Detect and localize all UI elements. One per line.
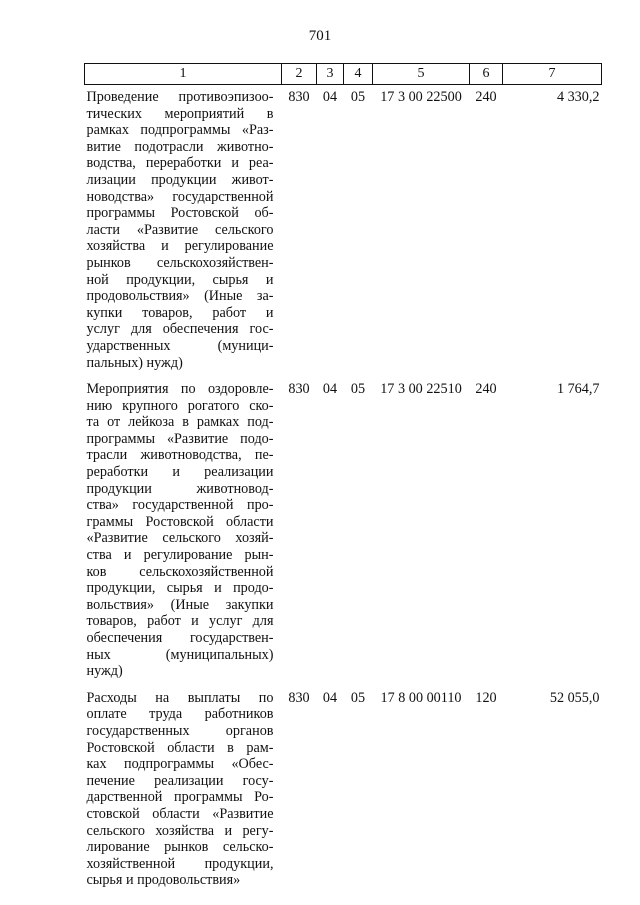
expense-type-code: 240 xyxy=(475,381,497,398)
description-line: Расходы на выплаты по xyxy=(86,689,274,706)
description-line: хозяйства и регулирование xyxy=(86,238,274,255)
description-line: государственных органов xyxy=(86,722,274,739)
description-line: новодства» государственной xyxy=(86,188,274,205)
description-line: программы «Развитие подо- xyxy=(86,430,274,447)
description-line: ков сельскохозяйственной xyxy=(86,563,274,580)
expense-type-code: 120 xyxy=(475,689,497,706)
description-line: программы Ростовской об- xyxy=(86,205,274,222)
subsection-code: 05 xyxy=(350,89,366,105)
description-line: ных (муниципальных) xyxy=(86,646,274,663)
description-line: водства, переработки и реа- xyxy=(86,155,274,172)
description-line: ства» государственной про- xyxy=(86,497,274,514)
description-line: ударственных (муници- xyxy=(86,337,274,354)
description-line: продукции животновод- xyxy=(86,480,274,497)
row-description xyxy=(85,85,282,372)
table-header-row xyxy=(85,64,602,85)
ministry-code: 830 xyxy=(288,89,310,105)
description-line: ной продукции, сырья и xyxy=(86,271,274,288)
target-article-code: 17 3 00 22510 xyxy=(380,381,462,398)
description-line: обеспечения государствен- xyxy=(86,630,274,646)
amount-value: 1 764,7 xyxy=(556,381,600,398)
table-row xyxy=(85,371,602,680)
row-description xyxy=(85,371,282,680)
description-line: вольствия» (Иные закупки xyxy=(86,596,274,613)
target-article-code: 17 3 00 22500 xyxy=(380,89,462,105)
description-line: лизации продукции живот- xyxy=(86,171,274,188)
description-line: нию крупного рогатого ско- xyxy=(86,397,274,414)
section-code: 04 xyxy=(322,689,338,706)
description-line: та от лейкоза в рамках под- xyxy=(86,414,274,431)
description-line: оплате труда работников xyxy=(86,706,274,723)
column-header: 3 xyxy=(317,64,344,85)
description-line: витие подотрасли животно- xyxy=(86,138,274,155)
description-line: ства и регулирование рын- xyxy=(86,547,274,564)
amount-value: 52 055,0 xyxy=(549,689,600,706)
description-line: печение реализации госу- xyxy=(86,772,274,789)
description-line: продукции, сырья и продо- xyxy=(86,580,274,597)
column-header: 4 xyxy=(344,64,373,85)
description-line: лирование рынков сельско- xyxy=(86,839,274,856)
description-line: хозяйственной продукции, xyxy=(86,855,274,872)
column-header: 7 xyxy=(503,64,602,85)
description-line: рынков сельскохозяйствен- xyxy=(86,254,274,271)
description-line: реработки и реализации xyxy=(86,464,274,481)
description-line: ках подпрограммы «Обес- xyxy=(86,756,274,773)
target-article-code: 17 8 00 00110 xyxy=(380,689,462,706)
description-line: тических мероприятий в xyxy=(86,105,274,122)
subsection-code: 05 xyxy=(350,689,366,706)
page-number: 701 xyxy=(308,28,332,44)
budget-table xyxy=(84,63,602,889)
ministry-code: 830 xyxy=(288,381,310,398)
description-line: трасли животноводства, пе- xyxy=(86,447,274,464)
amount-value: 4 330,2 xyxy=(556,89,600,105)
column-header: 6 xyxy=(470,64,503,85)
description-line: «Развитие сельского хозяй- xyxy=(86,530,274,547)
description-line: продовольствия» (Иные за- xyxy=(86,288,274,305)
section-code: 04 xyxy=(322,381,338,398)
column-header: 1 xyxy=(85,64,282,85)
row-description xyxy=(85,680,282,889)
column-header: 5 xyxy=(373,64,470,85)
column-header: 2 xyxy=(282,64,317,85)
description-line: граммы Ростовской области xyxy=(86,513,274,530)
description-line: Мероприятия по оздоровле- xyxy=(86,381,274,398)
description-line: услуг для обеспечения гос- xyxy=(86,321,274,338)
description-line: сырья и продовольствия» xyxy=(86,872,241,889)
description-line: нужд) xyxy=(86,663,123,680)
table-row xyxy=(85,85,602,372)
description-line: Ростовской области в рам- xyxy=(86,739,274,756)
description-line: купки товаров, работ и xyxy=(86,304,274,321)
table-row xyxy=(85,680,602,889)
description-line: рамках подпрограммы «Раз- xyxy=(86,122,274,139)
description-line: стовской области «Развитие xyxy=(86,805,274,822)
expense-type-code: 240 xyxy=(475,89,497,105)
ministry-code: 830 xyxy=(288,689,310,706)
description-line: сельского хозяйства и регу- xyxy=(86,822,274,839)
description-line: пальных) нужд) xyxy=(86,354,183,371)
description-line: ласти «Развитие сельского xyxy=(86,221,274,238)
section-code: 04 xyxy=(322,89,338,105)
description-line: дарственной программы Ро- xyxy=(86,789,274,806)
description-line: товаров, работ и услуг для xyxy=(86,613,274,630)
description-line: Проведение противоэпизоо- xyxy=(86,89,274,105)
subsection-code: 05 xyxy=(350,381,366,398)
